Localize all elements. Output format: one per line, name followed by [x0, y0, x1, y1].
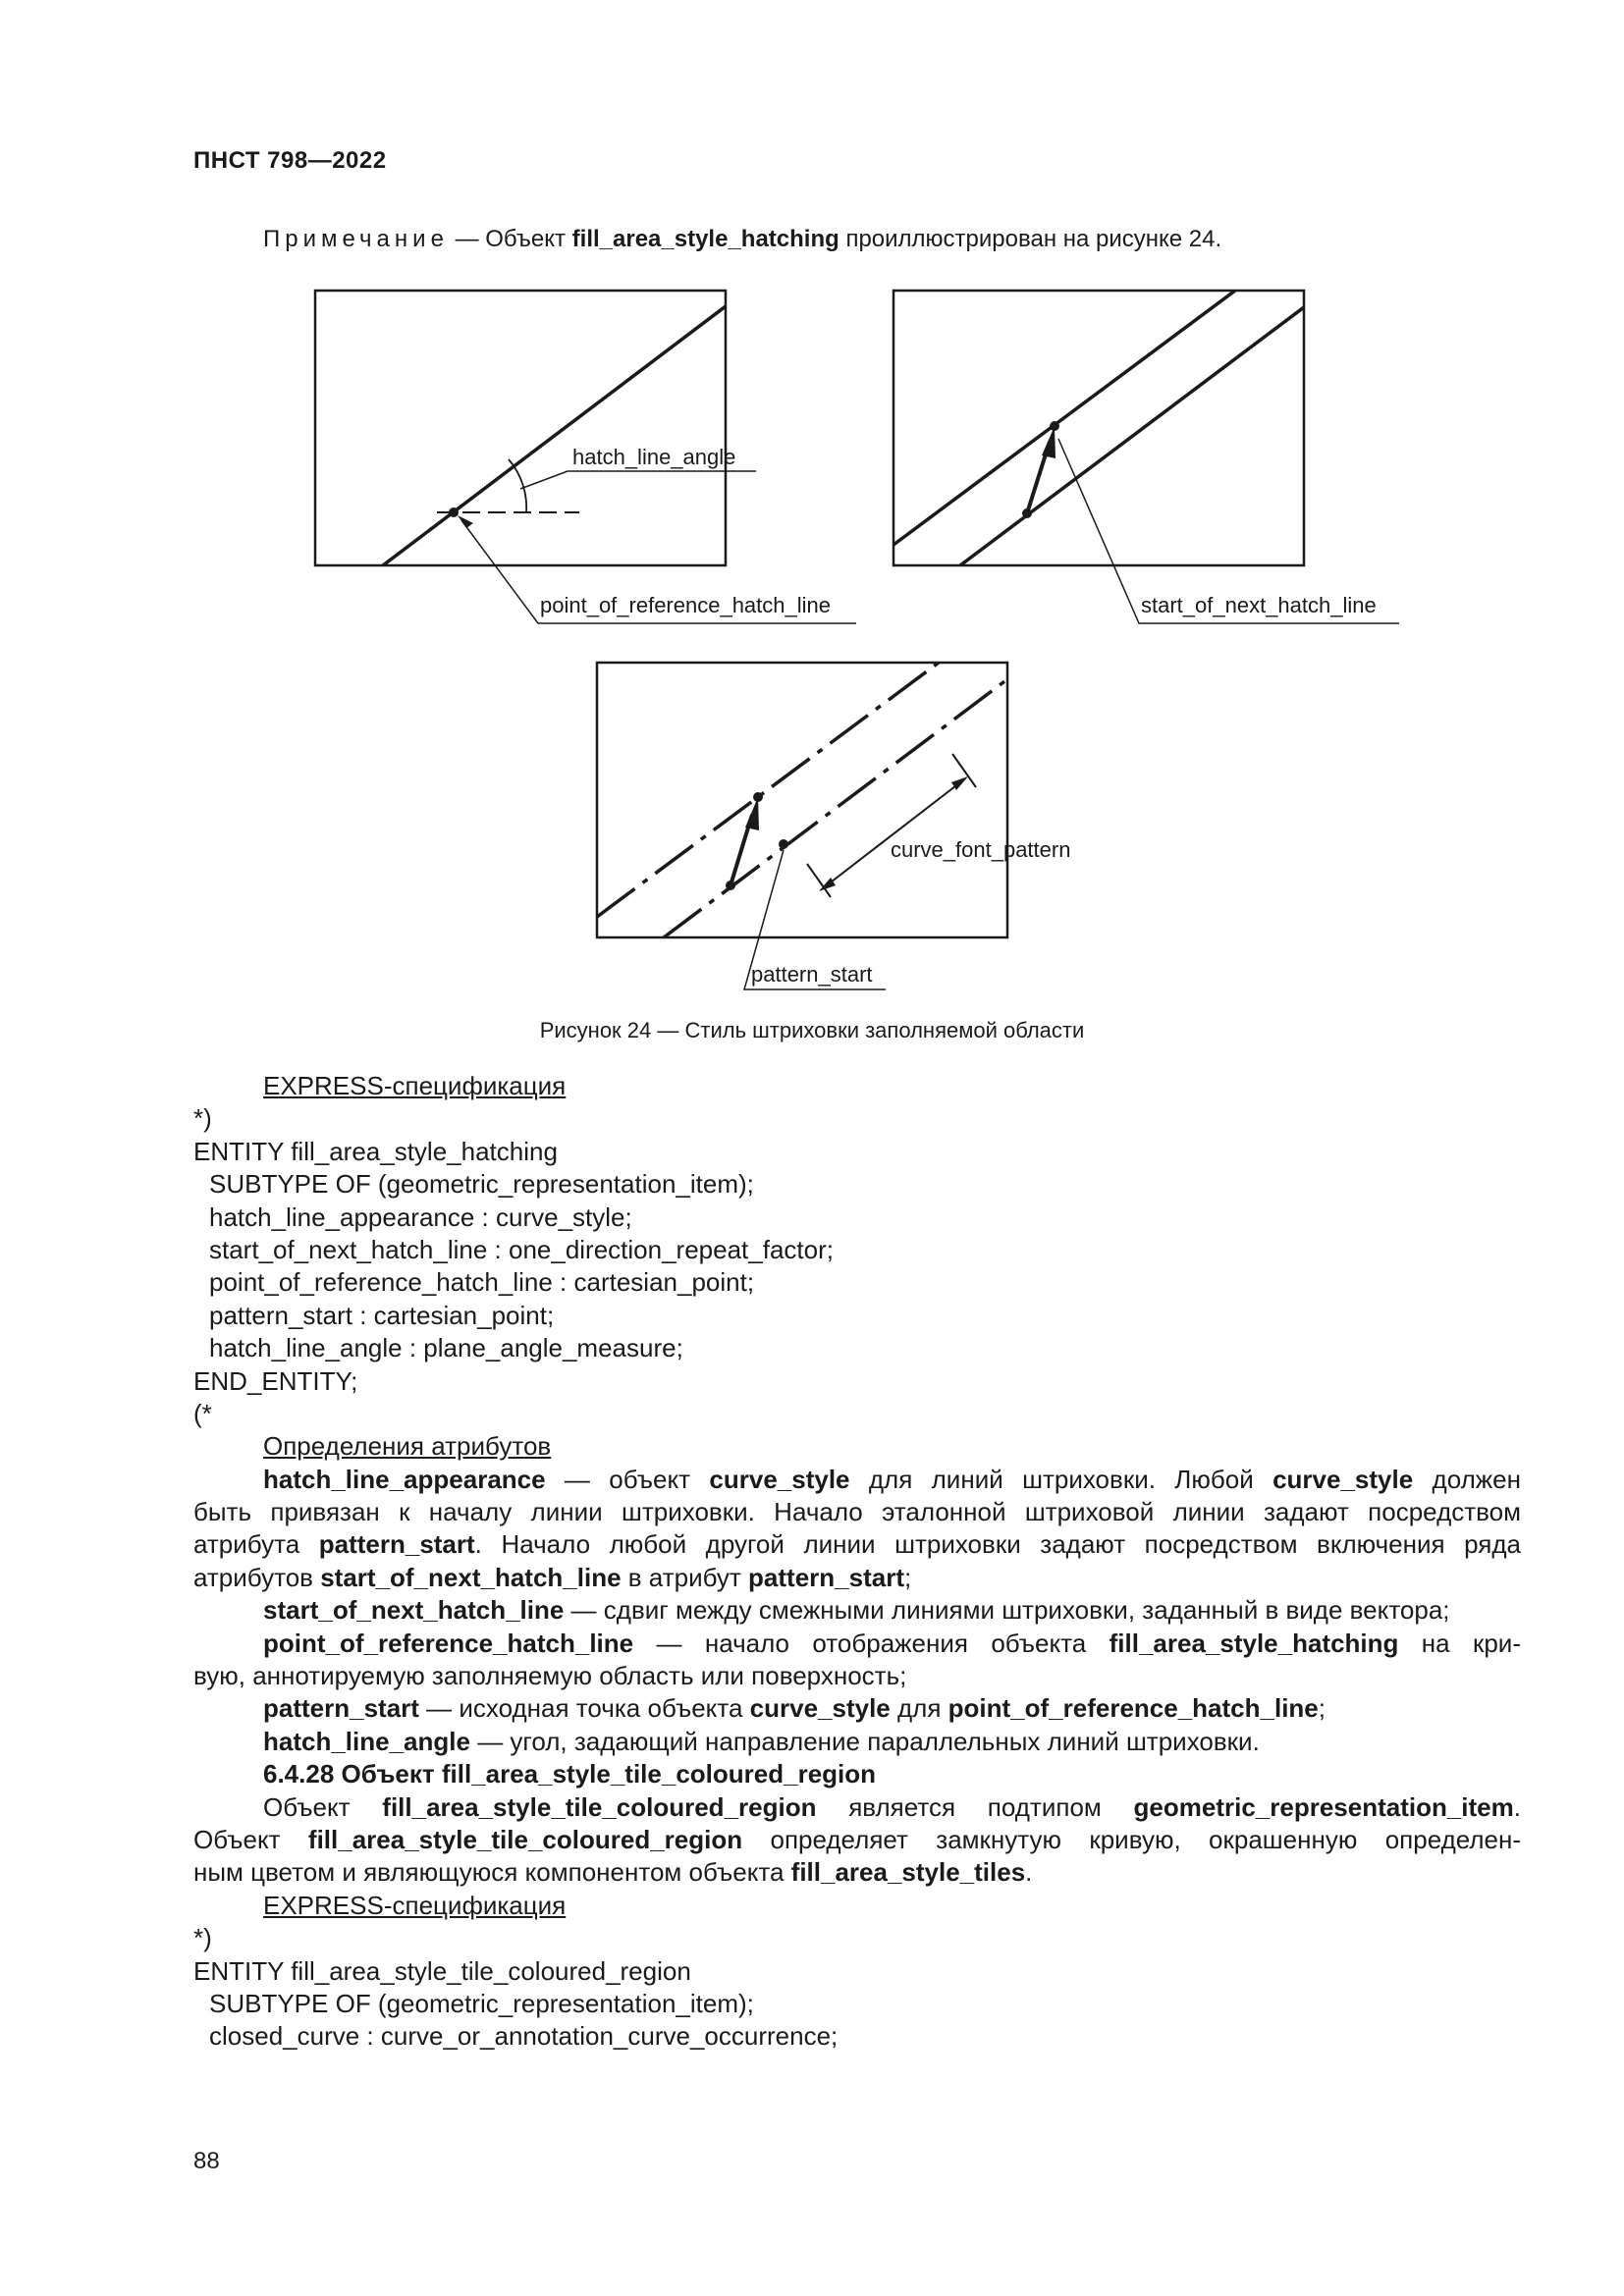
term: fill_area_style_tile_coloured_region: [307, 1824, 743, 1854]
text: . Начало любой другой линии штриховки задают посредством включения ряда: [474, 1529, 1522, 1560]
code-line: SUBTYPE OF (geometric_representation_item);: [209, 1169, 754, 1200]
note-entity: fill_area_style_hatching: [571, 226, 839, 252]
text: .: [1025, 1857, 1033, 1888]
panel-1-frame: [315, 291, 726, 565]
label-point-of-reference-hatch-line: point_of_reference_hatch_line: [540, 593, 832, 617]
definition-text-line: [193, 1528, 1521, 1561]
definition-text-line: [193, 1562, 1521, 1594]
text: должен: [1413, 1464, 1521, 1494]
panel-3-frame: [597, 663, 1007, 937]
term: curve_style: [749, 1693, 891, 1724]
section-paragraph-line: [193, 1824, 1521, 1856]
code-line: *): [193, 1923, 212, 1953]
dash-dot-hatch-line-2: [664, 679, 1007, 937]
section-title-text: 6.4.28 Объект fill_area_style_tile_coloured_region: [263, 1759, 877, 1789]
note-text-after: проиллюстрирован на рисунке 24.: [839, 226, 1222, 252]
text: — сдвиг между смежными линиями штриховки, заданный в виде вектора;: [564, 1595, 1450, 1626]
code-line: END_ENTITY;: [193, 1365, 358, 1396]
label-hatch-line-angle: hatch_line_angle: [572, 445, 736, 469]
term: pattern_start: [748, 1562, 904, 1592]
definition-hatch-line-angle: [193, 1726, 1521, 1758]
term: hatch_line_appearance: [263, 1464, 546, 1494]
term: start_of_next_hatch_line: [320, 1562, 622, 1592]
text: атрибутов: [193, 1562, 321, 1592]
definition-hatch-line-appearance: [193, 1464, 1521, 1496]
code-line: start_of_next_hatch_line : one_direction_repeat_factor;: [209, 1234, 834, 1264]
note-label: Примечание: [263, 226, 449, 252]
vector-end-point: [1050, 421, 1059, 431]
term: geometric_representation_item: [1133, 1791, 1514, 1822]
term: fill_area_style_tiles: [790, 1857, 1026, 1888]
body-text: [193, 1070, 1521, 2054]
text: определяет замкнутую кривую, окрашенную определен-: [742, 1824, 1522, 1854]
term: point_of_reference_hatch_line: [947, 1693, 1319, 1724]
text: Объект: [263, 1791, 383, 1822]
code-line: point_of_reference_hatch_line : cartesian_point;: [209, 1267, 755, 1298]
section-paragraph-line: [193, 1791, 1521, 1824]
section-paragraph-line: [193, 1856, 1521, 1889]
document-header: ПНСТ 798—2022: [193, 147, 387, 174]
definitions-heading: Определения атрибутов: [263, 1431, 552, 1462]
text: ным цветом и являющуюся компонентом объекта: [193, 1857, 791, 1888]
dash-dot-hatch-line-1: [597, 663, 939, 917]
text: Объект: [193, 1824, 308, 1854]
text: является подтипом: [816, 1791, 1134, 1822]
code-line: pattern_start : cartesian_point;: [209, 1300, 555, 1330]
vector-end-point: [753, 792, 763, 802]
definition-text-line: быть привязан к началу линии штриховки. Начало эталонной штриховой линии задают посредством: [193, 1497, 1521, 1527]
text: ;: [903, 1562, 912, 1592]
hatch-line-2: [960, 307, 1304, 565]
text: на кри-: [1398, 1628, 1521, 1658]
code-line: ENTITY fill_area_style_hatching: [193, 1136, 558, 1166]
code-line: closed_curve : curve_or_annotation_curve_occurrence;: [209, 2021, 839, 2052]
leader-hatch-line-angle: [520, 471, 756, 489]
text: ;: [1318, 1693, 1326, 1724]
section-title: [193, 1758, 1521, 1790]
extent-tick-1: [807, 864, 831, 897]
figure-caption: Рисунок 24 — Стиль штриховки заполняемой области: [539, 1018, 1085, 1042]
term: point_of_reference_hatch_line: [263, 1628, 634, 1658]
page-number: 88: [193, 2148, 220, 2174]
reference-point: [449, 507, 459, 517]
text: — начало отображения объекта: [633, 1628, 1110, 1658]
term: fill_area_style_tile_coloured_region: [382, 1791, 817, 1822]
text: — объект: [545, 1464, 710, 1494]
text: — исходная точка объекта: [418, 1693, 750, 1724]
code-line: ENTITY fill_area_style_tile_coloured_region: [193, 1955, 691, 1986]
label-pattern-start: pattern_start: [751, 962, 873, 987]
code-line: *): [193, 1103, 212, 1134]
definition-start-of-next-hatch-line: [193, 1594, 1521, 1627]
term: pattern_start: [263, 1693, 419, 1724]
term: pattern_start: [318, 1529, 475, 1560]
panel-hatch-line-angle: [315, 291, 856, 623]
offset-vector-arrowhead: [745, 797, 759, 830]
text: атрибута: [193, 1529, 319, 1560]
code-line: hatch_line_angle : plane_angle_measure;: [209, 1333, 683, 1363]
panel-2-frame: [893, 291, 1304, 565]
term: curve_style: [709, 1464, 850, 1494]
term: fill_area_style_hatching: [1109, 1628, 1399, 1658]
express-heading-1: EXPRESS-спецификация: [263, 1071, 567, 1100]
figure-24: [0, 0, 1624, 1021]
pattern-start-point: [779, 839, 788, 849]
hatch-line-1: [893, 291, 1235, 545]
label-start-of-next-hatch-line: start_of_next_hatch_line: [1141, 593, 1377, 617]
text: — угол, задающий направление параллельных линий штриховки.: [469, 1726, 1260, 1756]
pattern-extent-line: [823, 779, 964, 888]
text: для: [890, 1693, 948, 1724]
definition-text-line: вую, аннотируемую заполняемую область или поверхность;: [193, 1661, 907, 1691]
code-line: SUBTYPE OF (geometric_representation_item);: [209, 1988, 754, 2018]
definition-point-of-reference-hatch-line: [193, 1628, 1521, 1660]
vector-start-point: [726, 881, 735, 890]
text: .: [1513, 1791, 1521, 1822]
code-line: (*: [193, 1398, 212, 1428]
label-curve-font-pattern: curve_font_pattern: [891, 837, 1071, 862]
term: start_of_next_hatch_line: [263, 1595, 565, 1626]
arrowhead-point-of-reference: [458, 515, 473, 528]
text: для линий штриховки. Любой: [849, 1464, 1273, 1494]
note-text-before: — Объект: [448, 226, 572, 252]
code-line: hatch_line_appearance : curve_style;: [209, 1201, 632, 1232]
panel-start-of-next-hatch-line: [893, 291, 1399, 623]
express-heading-2: EXPRESS-спецификация: [263, 1890, 567, 1920]
panel-curve-font-pattern: [597, 663, 1070, 989]
text: в атрибут: [621, 1562, 749, 1592]
hatch-line: [383, 306, 726, 565]
term: curve_style: [1272, 1464, 1414, 1494]
vector-start-point: [1022, 508, 1032, 518]
definition-pattern-start: [193, 1692, 1521, 1725]
term: hatch_line_angle: [263, 1726, 470, 1756]
